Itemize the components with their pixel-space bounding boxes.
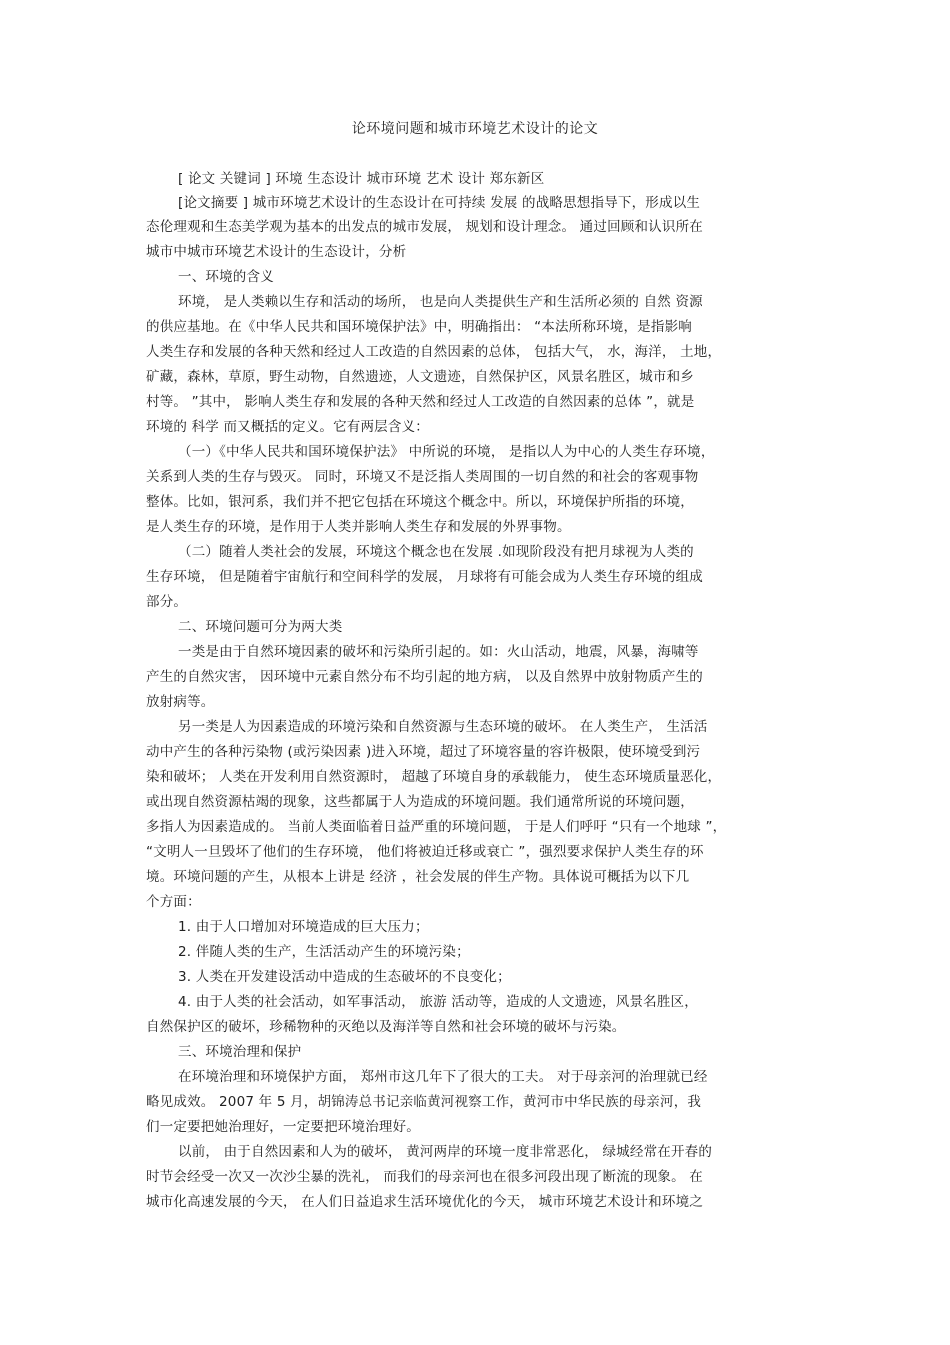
text-line: 染和破坏； 人类在开发利用自然资源时， 超越了环境自身的承载能力， 使生态环境质量恶化，	[146, 769, 722, 785]
text-line: 略见成效。 2007 年 5 月，胡锦涛总书记亲临黄河视察工作，黄河市中华民族的母亲河，我	[146, 1094, 702, 1110]
text-line: 是人类生存的环境，是作用于人类并影响人类生存和发展的外界事物。	[146, 519, 571, 535]
keywords-line: [ 论文 关键词 ] 环境 生态设计 城市环境 艺术 设计 郑东新区	[178, 171, 545, 187]
text-line: 们一定要把她治理好，一定要把环境治理好。	[146, 1119, 420, 1135]
text-line: 生存环境， 但是随着宇宙航行和空间科学的发展， 月球将有可能会成为人类生存环境的组成	[146, 569, 703, 585]
text-line: 部分。	[146, 594, 188, 610]
list-item: 2. 伴随人类的生产，生活活动产生的环境污染；	[178, 944, 470, 960]
text-line: 以前， 由于自然因素和人为的破坏， 黄河两岸的环境一度非常恶化， 绿城经常在开春的	[178, 1144, 713, 1160]
list-item: 4. 由于人类的社会活动，如军事活动， 旅游 活动等，造成的人文遗迹，风景名胜区，	[178, 994, 698, 1010]
text-line: 或出现自然资源枯竭的现象，这些都属于人为造成的环境问题。我们通常所说的环境问题，	[146, 794, 694, 810]
section-heading: 三、环境治理和保护	[178, 1044, 302, 1060]
text-line: 放射病等。	[146, 694, 215, 710]
text-line: （二）随着人类社会的发展，环境这个概念也在发展 .如现阶段没有把月球视为人类的	[178, 544, 694, 560]
text-line: 在环境治理和环境保护方面， 郑州市这几年下了很大的工夫。 对于母亲河的治理就已经	[178, 1069, 708, 1085]
text-line: 自然保护区的破坏，珍稀物种的灭绝以及海洋等自然和社会环境的破坏与污染。	[146, 1019, 626, 1035]
abstract-line: [论文摘要 ] 城市环境艺术设计的生态设计在可持续 发展 的战略思想指导下，形成以生	[178, 195, 701, 211]
text-line: “文明人一旦毁坏了他们的生存环境， 他们将被迫迁移或衰亡 ”，强烈要求保护人类生存的环	[146, 844, 704, 860]
text-line: 村等。 ”其中， 影响人类生存和发展的各种天然和经过人工改造的自然因素的总体 ”，就是	[146, 394, 695, 410]
text-line: 关系到人类的生存与毁灭。 同时，环境又不是泛指人类周围的一切自然的和社会的客观事物	[146, 469, 699, 485]
text-line: 城市化高速发展的今天， 在人们日益追求生活环境优化的今天， 城市环境艺术设计和环境之	[146, 1194, 703, 1210]
text-line: 态伦理观和生态美学观为基本的出发点的城市发展， 规划和设计理念。 通过回顾和认识所在	[146, 219, 703, 235]
text-line: 另一类是人为因素造成的环境污染和自然资源与生态环境的破坏。 在人类生产， 生活活	[178, 719, 708, 735]
page-title: 论环境问题和城市环境艺术设计的论文	[351, 121, 599, 137]
text-line: （一）《中华人民共和国环境保护法》 中所说的环境， 是指以人为中心的人类生存环境，	[178, 444, 715, 460]
text-line: 一类是由于自然环境因素的破坏和污染所引起的。如：火山活动，地震，风暴，海啸等	[178, 644, 699, 660]
text-line: 城市中城市环境艺术设计的生态设计，分析	[146, 244, 407, 260]
text-line: 多指人为因素造成的。 当前人类面临着日益严重的环境问题， 于是人们呼吁 “只有一个地球 ”，	[146, 819, 727, 835]
text-line: 动中产生的各种污染物 (或污染因素 )进入环境，超过了环境容量的容许极限，使环境受到污	[146, 744, 701, 760]
list-item: 1. 由于人口增加对环境造成的巨大压力；	[178, 919, 429, 935]
text-line: 整体。比如，银河系，我们并不把它包括在环境这个概念中。所以，环境保护所指的环境，	[146, 494, 694, 510]
text-line: 矿藏，森林，草原，野生动物，自然遗迹，人文遗迹，自然保护区，风景名胜区，城市和乡	[146, 369, 694, 385]
text-line: 个方面：	[146, 894, 201, 910]
section-heading: 二、环境问题可分为两大类	[178, 619, 343, 635]
list-item: 3. 人类在开发建设活动中造成的生态破坏的不良变化；	[178, 969, 511, 985]
text-line: 时节会经受一次又一次沙尘暴的洗礼， 而我们的母亲河也在很多河段出现了断流的现象。 在	[146, 1169, 703, 1185]
text-line: 境。环境问题的产生，从根本上讲是 经济 ，社会发展的伴生产物。具体说可概括为以下几	[146, 869, 690, 885]
text-line: 人类生存和发展的各种天然和经过人工改造的自然因素的总体， 包括大气， 水，海洋， 土地，	[146, 344, 722, 360]
text-line: 的供应基地。在《中华人民共和国环境保护法》中，明确指出： “本法所称环境，是指影响	[146, 319, 692, 335]
section-heading: 一、环境的含义	[178, 269, 274, 285]
text-line: 产生的自然灾害， 因环境中元素自然分布不均引起的地方病， 以及自然界中放射物质产生的	[146, 669, 703, 685]
text-line: 环境， 是人类赖以生存和活动的场所， 也是向人类提供生产和生活所必须的 自然 资源	[178, 294, 703, 310]
text-line: 环境的 科学 而又概括的定义。它有两层含义：	[146, 419, 429, 435]
